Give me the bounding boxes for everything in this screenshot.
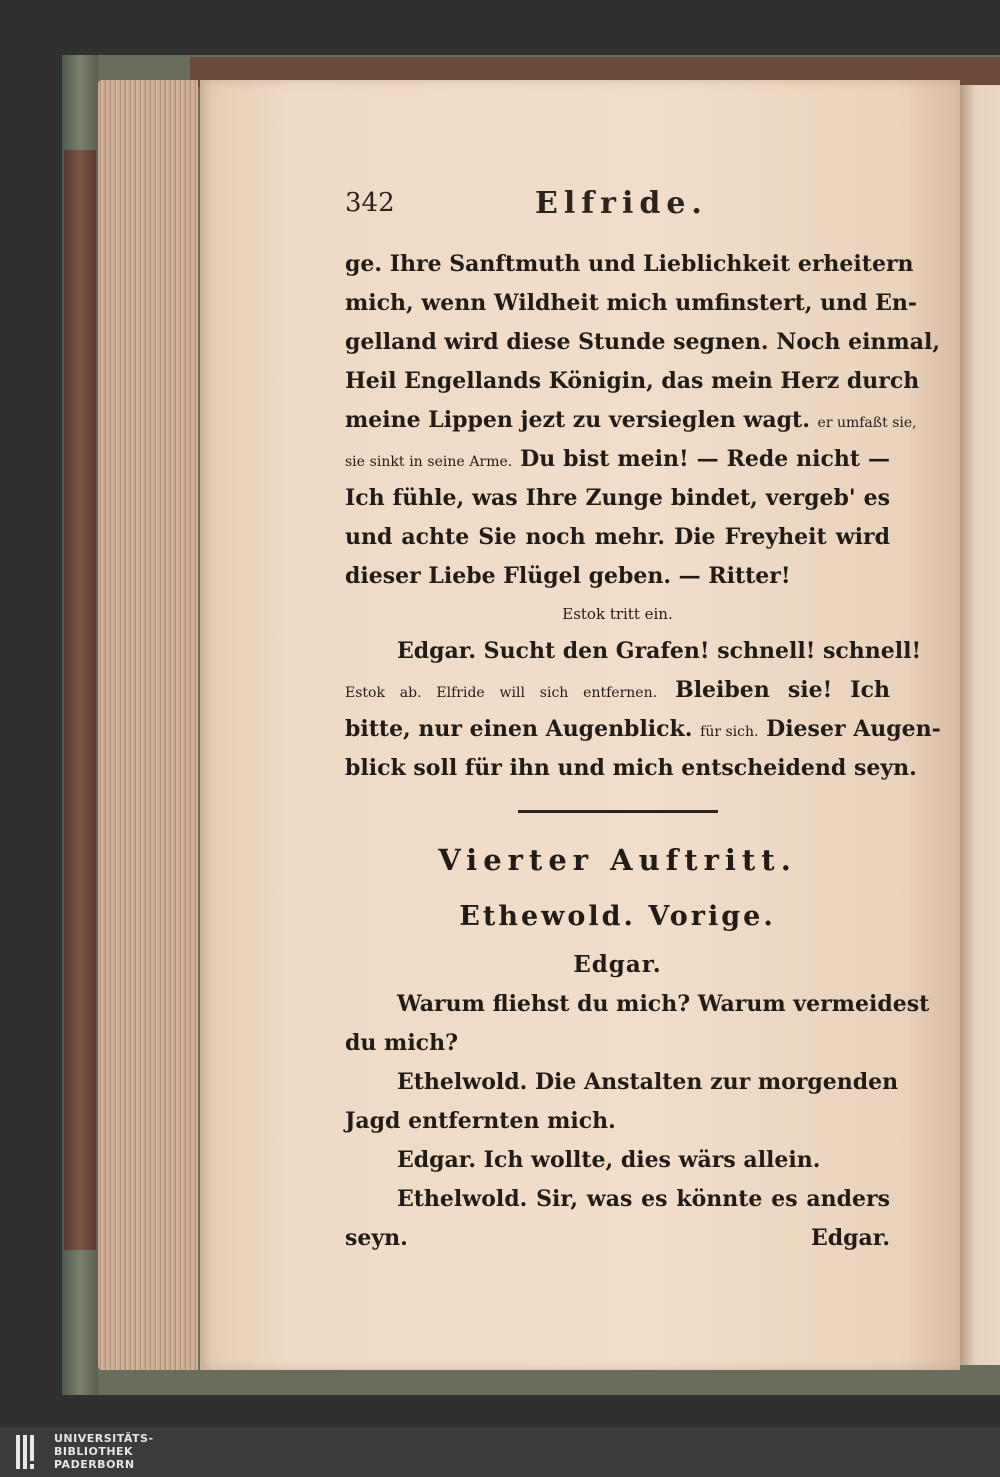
library-name-line: PADERBORN	[54, 1458, 135, 1471]
text-line	[345, 671, 890, 710]
cast-list: Ethewold. Vorige.	[459, 901, 776, 932]
text-line: Heil Engellands Königin, das mein Herz durch	[345, 368, 920, 394]
text-span: Bleiben sie! Ich	[675, 677, 890, 703]
text-span: Du bist mein! — Rede nicht —	[520, 446, 891, 472]
library-footer	[0, 1427, 1000, 1477]
text-line: Edgar. Ich wollte, dies wärs allein.	[397, 1147, 821, 1173]
stage-direction: für sich.	[700, 724, 759, 740]
spine-leather	[64, 150, 96, 1250]
page-edges	[98, 80, 198, 1370]
text-span: Dieser Augen-	[766, 716, 941, 742]
text-line: Ich fühle, was Ihre Zunge bindet, vergeb' es	[345, 485, 890, 511]
text-line: seyn.	[345, 1225, 408, 1251]
text-line: und achte Sie noch mehr. Die Freyheit wird	[345, 524, 890, 550]
text-line	[345, 401, 917, 440]
scene-title: Vierter Auftritt.	[438, 843, 797, 877]
speaker-heading: Edgar.	[573, 951, 662, 978]
text-line: Ethelwold. Sir, was es könnte es anders	[397, 1186, 890, 1212]
text-line: dieser Liebe Flügel geben. — Ritter!	[345, 563, 791, 589]
library-name-line: BIBLIOTHEK	[54, 1445, 134, 1458]
text-line: mich, wenn Wildheit mich umfinstert, und En-	[345, 290, 918, 316]
stage-direction: Estok ab. Elfride will sich entfernen.	[345, 685, 658, 701]
library-logo-icon	[14, 1433, 44, 1471]
library-name-line: UNIVERSITÄTS-	[54, 1432, 154, 1445]
text-line: Ethelwold. Die Anstalten zur morgenden	[397, 1069, 899, 1095]
stage-direction: sie sinkt in seine Arme.	[345, 454, 513, 470]
text-line: Jagd entfernten mich.	[345, 1108, 616, 1134]
text-line: gelland wird diese Stunde segnen. Noch einmal,	[345, 329, 940, 355]
page-header	[345, 188, 895, 228]
page-text	[345, 245, 941, 1258]
library-name	[54, 1432, 154, 1471]
stage-direction-center: Estok tritt ein.	[562, 605, 673, 623]
text-line: Warum fliehst du mich? Warum vermeidest	[397, 991, 930, 1017]
catchword: Edgar.	[810, 1225, 890, 1251]
text-line: ge. Ihre Sanftmuth und Lieblichkeit erheitern	[345, 251, 914, 277]
facing-page	[960, 85, 1000, 1365]
text-span: bitte, nur einen Augenblick.	[345, 716, 693, 742]
text-line: Edgar. Sucht den Grafen! schnell! schnell!	[397, 638, 922, 664]
running-title: Elfride.	[535, 186, 708, 221]
text-line	[345, 710, 941, 749]
page-number: 342	[345, 188, 395, 218]
section-rule	[518, 810, 718, 813]
text-line: du mich?	[345, 1030, 458, 1056]
stage-direction: er umfaßt sie,	[817, 415, 917, 431]
text-line: blick soll für ihn und mich entscheidend seyn.	[345, 755, 917, 781]
text-line	[345, 440, 890, 479]
text-span: meine Lippen jezt zu versieglen wagt.	[345, 407, 810, 433]
